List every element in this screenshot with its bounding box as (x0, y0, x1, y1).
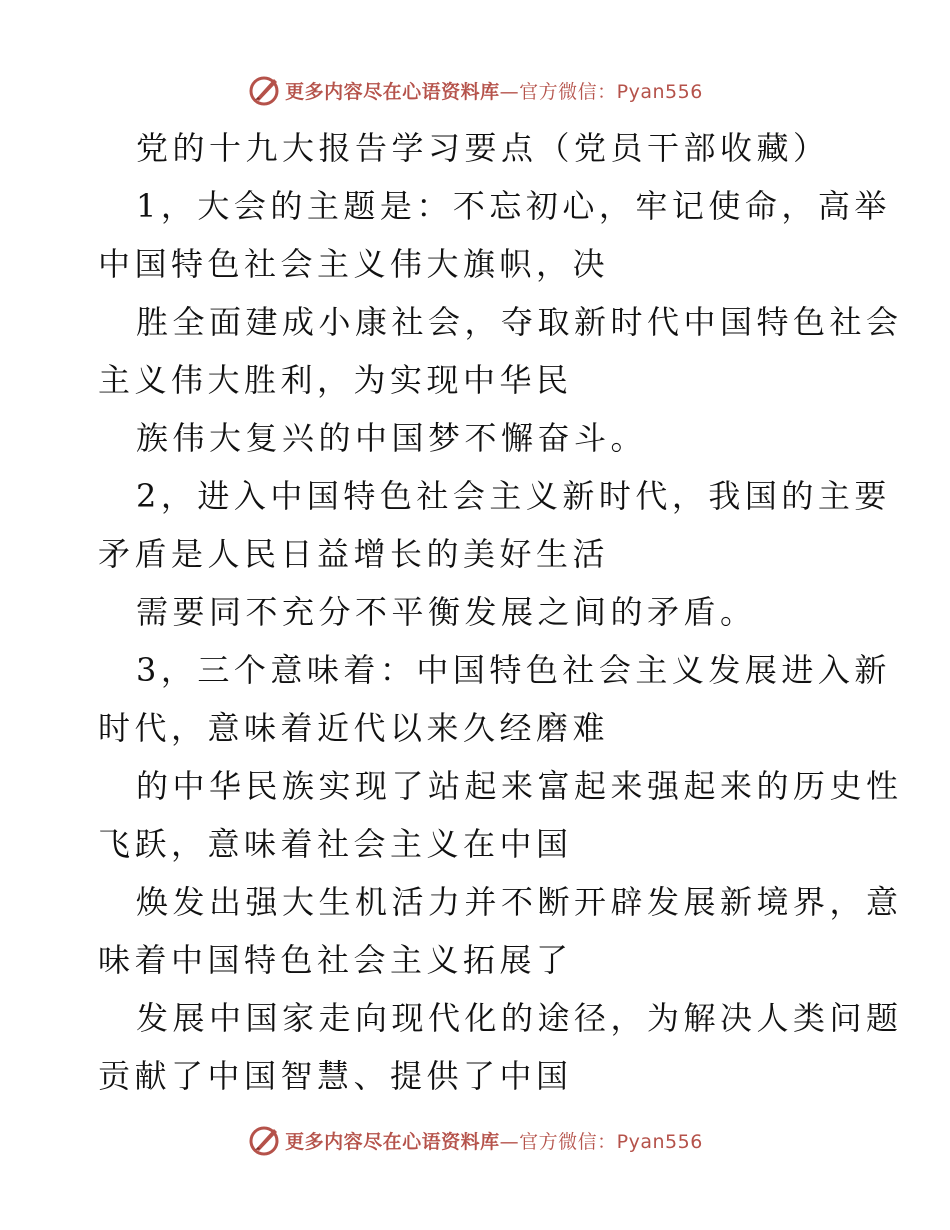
footer-banner (0, 1120, 950, 1160)
text-line: 贡献了中国智慧、提供了中国 (98, 1057, 573, 1095)
footer-banner-text (285, 1127, 703, 1154)
text-line: 主义伟大胜利，为实现中华民 (98, 361, 573, 399)
header-banner (0, 70, 950, 110)
text-line: 2，进入中国特色社会主义新时代，我国的主要 (136, 477, 891, 515)
text-line: 焕发出强大生机活力并不断开辟发展新境界，意 (136, 883, 903, 921)
footer-banner-rest: —官方微信：Pyan556 (499, 1130, 703, 1153)
text-line: 味着中国特色社会主义拓展了 (98, 941, 573, 979)
quill-seal-icon (247, 1123, 281, 1157)
footer-banner-main: 更多内容尽在心语资料库 (285, 1130, 500, 1153)
text-line: 时代，意味着近代以来久经磨难 (98, 709, 610, 747)
text-line: 发展中国家走向现代化的途径，为解决人类问题 (136, 999, 903, 1037)
document-title: 党的十九大报告学习要点（党员干部收藏） (136, 129, 830, 167)
header-banner-main: 更多内容尽在心语资料库 (285, 80, 500, 103)
header-banner-rest: —官方微信：Pyan556 (499, 80, 703, 103)
text-line: 中国特色社会主义伟大旗帜，决 (98, 245, 610, 283)
text-line: 族伟大复兴的中国梦不懈奋斗。 (136, 419, 648, 457)
text-line: 3，三个意味着：中国特色社会主义发展进入新 (136, 651, 891, 689)
text-line: 的中华民族实现了站起来富起来强起来的历史性 (136, 767, 903, 805)
text-line: 飞跃，意味着社会主义在中国 (98, 825, 573, 863)
header-banner-text (285, 77, 703, 104)
quill-seal-icon (247, 73, 281, 107)
text-line: 矛盾是人民日益增长的美好生活 (98, 535, 610, 573)
text-line: 需要同不充分不平衡发展之间的矛盾。 (136, 593, 757, 631)
text-line: 1，大会的主题是：不忘初心，牢记使命，高举 (136, 187, 891, 225)
text-line: 胜全面建成小康社会，夺取新时代中国特色社会 (136, 303, 903, 341)
